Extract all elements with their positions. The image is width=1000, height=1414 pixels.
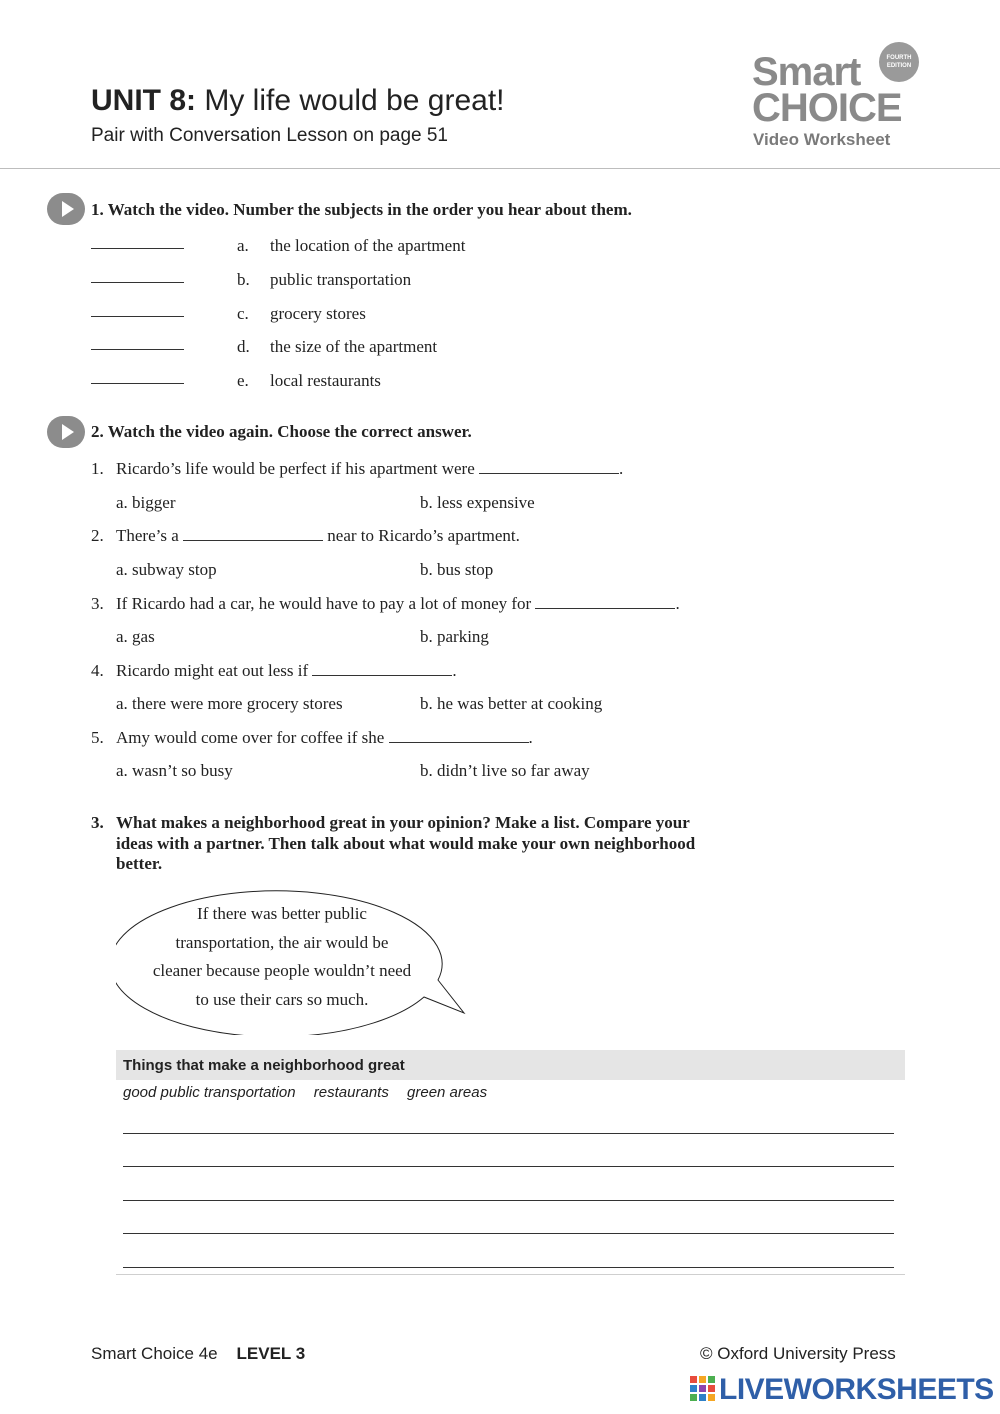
list-item: d. the size of the apartment [91, 337, 691, 359]
option-b[interactable]: b. parking [420, 627, 489, 646]
page-subtitle: Pair with Conversation Lesson on page 51 [91, 125, 449, 146]
list-item: e. local restaurants [91, 371, 691, 393]
question: 5. Amy would come over for coffee if she . [91, 728, 533, 747]
liveworksheets-icon [690, 1376, 716, 1406]
footer-left: Smart Choice 4e LEVEL 3 [91, 1344, 306, 1363]
option-a[interactable]: a. wasn’t so busy [116, 761, 233, 780]
header-divider [0, 168, 1000, 169]
answer-blank[interactable] [389, 741, 529, 743]
answer-blank[interactable] [312, 674, 452, 676]
question: 4. Ricardo might eat out less if . [91, 661, 457, 680]
option-b[interactable]: b. he was better at cooking [420, 694, 603, 713]
table-header: Things that make a neighborhood great [116, 1050, 905, 1080]
option-a[interactable]: a. bigger [116, 493, 176, 512]
option-a[interactable]: a. there were more grocery stores [116, 694, 343, 713]
unit-title: My life would be great! [204, 84, 505, 117]
edition-badge: FOURTH EDITION [879, 42, 919, 82]
option-a[interactable]: a. gas [116, 627, 155, 646]
writing-line[interactable] [123, 1133, 894, 1134]
page-title [91, 84, 505, 118]
writing-line[interactable] [123, 1267, 894, 1268]
answer-blank[interactable] [91, 247, 184, 249]
option-b[interactable]: b. less expensive [420, 493, 535, 512]
answer-blank[interactable] [91, 348, 184, 350]
play-video-icon[interactable] [47, 193, 85, 225]
play-video-icon[interactable] [47, 416, 85, 448]
writing-line[interactable] [123, 1233, 894, 1234]
list-item: c. grocery stores [91, 304, 691, 326]
answer-blank[interactable] [91, 382, 184, 384]
speech-bubble-text: If there was better public transportation, the air would be cleaner because people wouldn’t need to use their cars so much. [152, 904, 412, 1009]
logo-subtitle: Video Worksheet [753, 130, 891, 149]
exercise2-title: 2. Watch the video again. Choose the correct answer. [91, 422, 472, 441]
answer-blank[interactable] [535, 607, 675, 609]
question: 2. There’s a near to Ricardo’s apartment. [91, 526, 520, 545]
option-b[interactable]: b. bus stop [420, 560, 494, 579]
answer-blank[interactable] [479, 472, 619, 474]
question: 3. If Ricardo had a car, he would have to pay a lot of money for . [91, 594, 680, 613]
exercise1-title: 1. Watch the video. Number the subjects in the order you hear about them. [91, 200, 632, 219]
example-answers: good public transportation restaurants green areas [123, 1084, 488, 1101]
footer-copyright: © Oxford University Press [700, 1344, 896, 1363]
table-bottom-border [116, 1274, 905, 1275]
list-item: b. public transportation [91, 270, 691, 292]
writing-line[interactable] [123, 1166, 894, 1167]
exercise3-number: 3. [91, 813, 104, 832]
liveworksheets-text: LIVEWORKSHEETS [719, 1373, 994, 1406]
answer-blank[interactable] [91, 281, 184, 283]
smart-choice-logo [752, 42, 922, 154]
list-item: a. the location of the apartment [91, 236, 691, 258]
exercise3-title: What makes a neighborhood great in your opinion? Make a list. Compare your ideas with a partner. Then talk about what would make your own neighborhood better. [116, 813, 696, 873]
answer-blank[interactable] [91, 315, 184, 317]
logo-smart-text: Smart [752, 50, 861, 94]
unit-label: UNIT 8: [91, 84, 196, 117]
liveworksheets-logo[interactable] [690, 1372, 994, 1408]
option-a[interactable]: a. subway stop [116, 560, 217, 579]
answer-blank[interactable] [183, 539, 323, 541]
option-b[interactable]: b. didn’t live so far away [420, 761, 590, 780]
question: 1. Ricardo’s life would be perfect if his apartment were . [91, 459, 624, 478]
logo-choice-text: CHOICE [752, 86, 902, 130]
writing-line[interactable] [123, 1200, 894, 1201]
